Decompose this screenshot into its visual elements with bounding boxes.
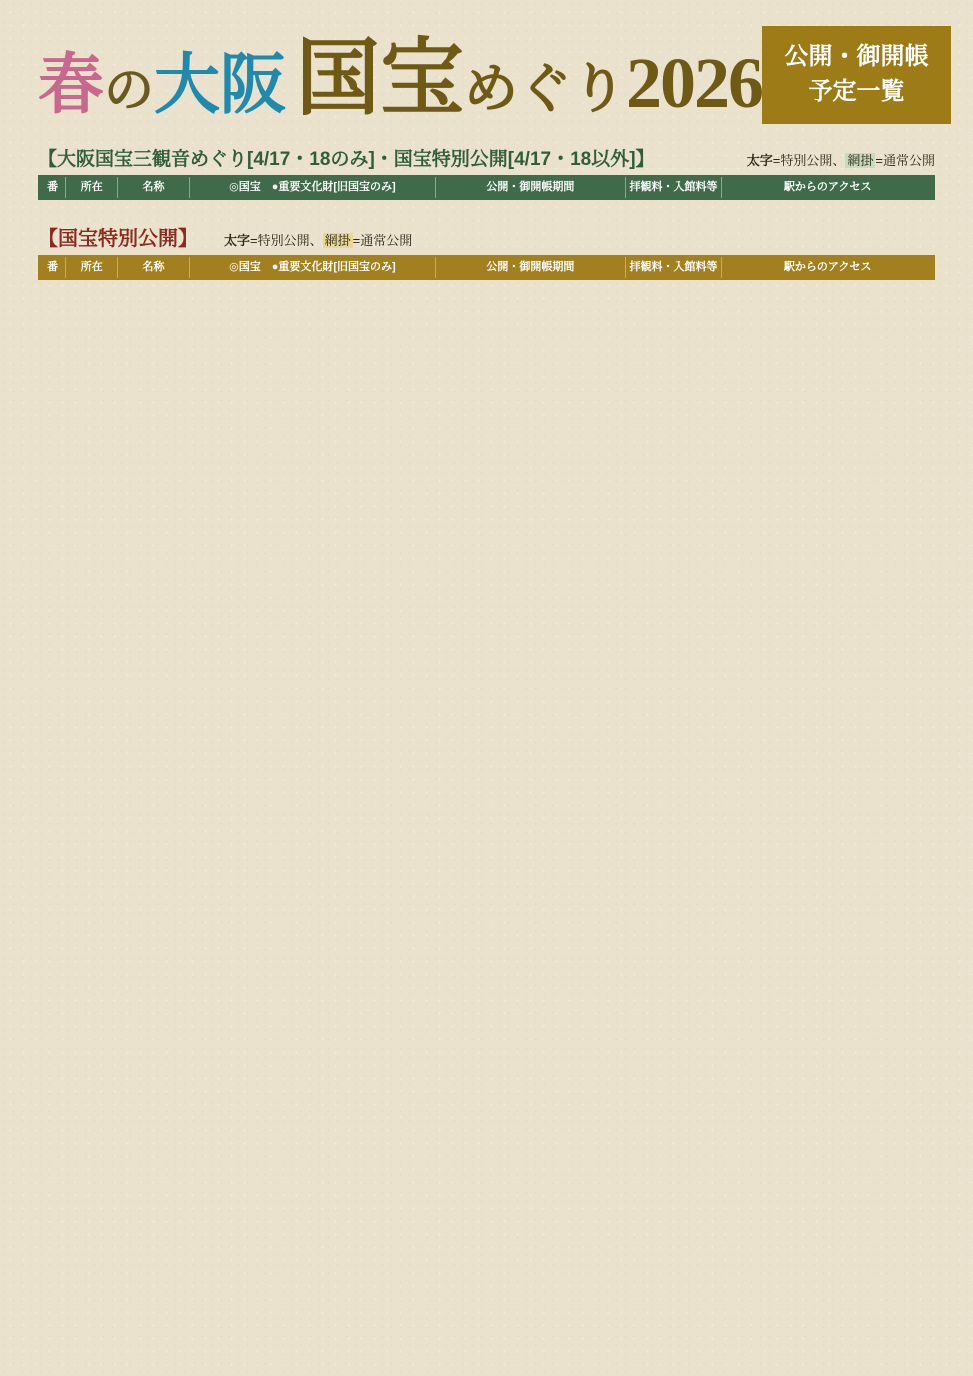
badge-line-2: 予定一覧 [808, 78, 905, 105]
legend-bold-label: 太字 [224, 233, 251, 248]
legend-shade-desc: =通常公開 [875, 152, 935, 168]
col-treasure: ◎国宝 ●重要文化財[旧国宝のみ] [189, 176, 435, 199]
col-access: 駅からのアクセス [722, 176, 934, 199]
section1-heading [38, 144, 935, 171]
col-location: 所在 [66, 176, 118, 199]
title-meguri: めぐり [464, 59, 627, 119]
section2-title: 【国宝特別公開】 [38, 228, 198, 250]
page-title [38, 24, 763, 126]
section1-title: 【大阪国宝三観音めぐり[4/17・18のみ]・国宝特別公開[4/17・18以外]】 [38, 148, 655, 170]
legend [747, 150, 935, 169]
section2-heading [38, 222, 935, 251]
legend-shade-label: 網掛 [324, 233, 351, 248]
legend-shade-label: 網掛 [847, 152, 874, 168]
title-no: の [104, 62, 154, 118]
schedule-badge [762, 26, 951, 124]
legend [224, 230, 412, 249]
col-name: 名称 [118, 176, 190, 199]
legend-bold-desc: =特別公開、 [772, 152, 846, 168]
special-exhibition-table [38, 255, 935, 280]
col-number: 番 [39, 176, 66, 199]
col-location: 所在 [66, 256, 118, 279]
col-period: 公開・御開帳期間 [435, 176, 625, 199]
table-header-row [39, 256, 934, 279]
legend-shade-desc: =通常公開 [352, 233, 413, 248]
col-name: 名称 [118, 256, 190, 279]
col-period: 公開・御開帳期間 [435, 256, 625, 279]
table-header-row [39, 176, 934, 199]
title-osaka: 大阪 [154, 49, 286, 122]
legend-bold-desc: =特別公開、 [250, 233, 323, 248]
legend-bold-label: 太字 [746, 152, 773, 168]
badge-line-1: 公開・御開帳 [784, 44, 929, 70]
three-kannon-table [38, 175, 935, 200]
col-fee: 拝観料・入館料等 [625, 256, 722, 279]
title-year: 2026 [626, 43, 763, 123]
title-spring: 春 [38, 49, 104, 122]
col-treasure: ◎国宝 ●重要文化財[旧国宝のみ] [189, 256, 435, 279]
page-header [0, 0, 973, 130]
col-number: 番 [39, 256, 66, 279]
col-fee: 拝観料・入館料等 [625, 176, 722, 199]
bottom-margin [0, 280, 973, 306]
col-access: 駅からのアクセス [722, 256, 934, 279]
title-kokuho: 国宝 [296, 33, 465, 126]
